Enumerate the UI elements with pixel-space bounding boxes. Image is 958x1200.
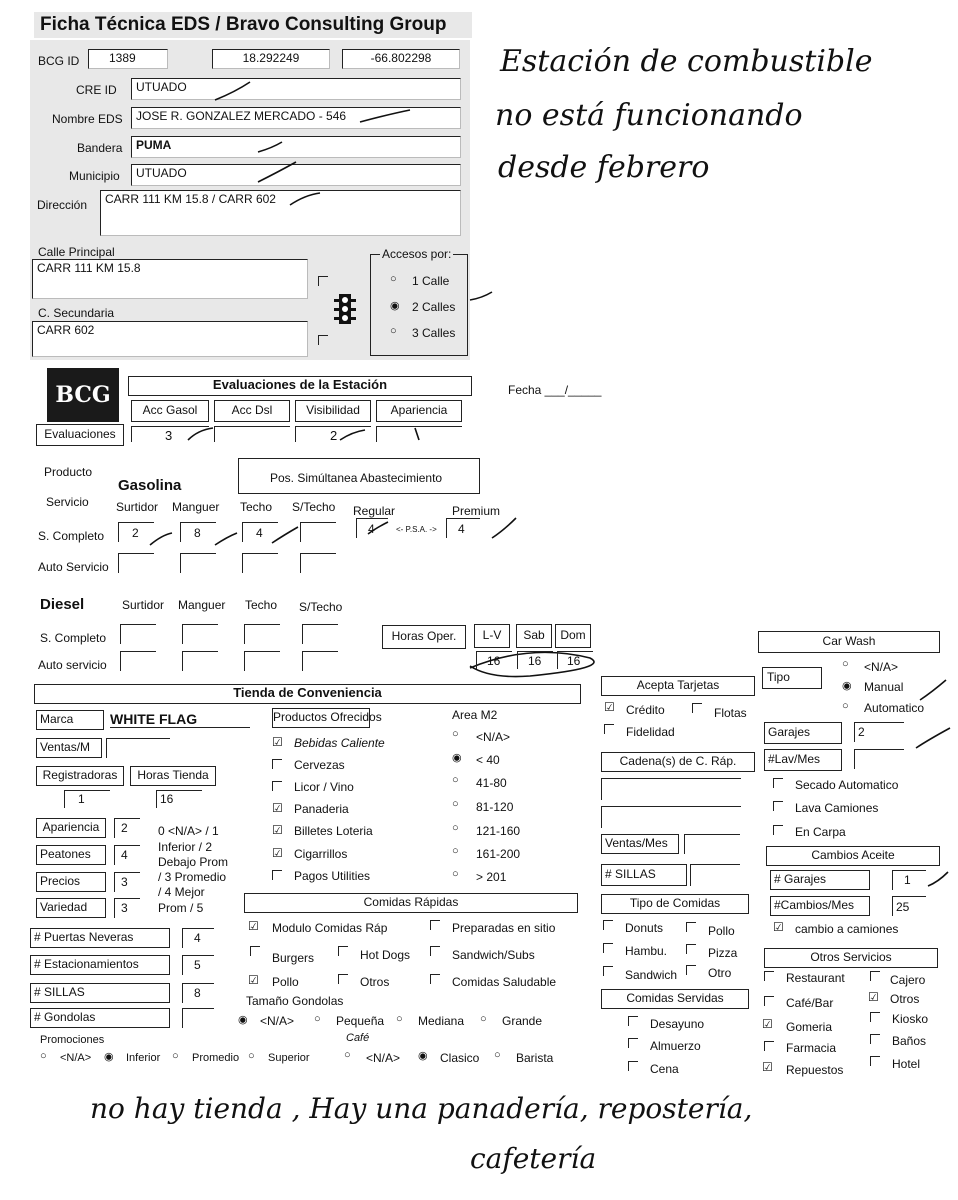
scale-line6: Prom / 5	[158, 901, 204, 915]
apariencia-score-value: 2	[121, 821, 128, 835]
acc-dsl-field[interactable]	[214, 426, 290, 442]
sandwich-label: Sandwich	[625, 968, 678, 982]
aceite-cambios-label: #Cambios/Mes	[770, 896, 870, 916]
en-carpa-label: En Carpa	[795, 825, 846, 839]
area-201-label: > 201	[476, 870, 507, 884]
tc-pollo-checkbox[interactable]	[686, 922, 696, 932]
secado-label: Secado Automatico	[795, 778, 899, 792]
acepta-tarjetas-title: Acepta Tarjetas	[601, 676, 755, 696]
horas-sab-value: 16	[528, 654, 542, 668]
farmacia-label: Farmacia	[786, 1041, 837, 1055]
cafe-barista-radio[interactable]: ○	[494, 1049, 501, 1061]
lava-camiones-checkbox[interactable]	[773, 801, 783, 811]
acc-gasol-header: Acc Gasol	[131, 400, 209, 422]
acceso-3-label: 3 Calles	[412, 326, 456, 340]
credito-label: Crédito	[626, 703, 665, 717]
aceite-garajes-value: 1	[904, 873, 911, 887]
hotel-checkbox[interactable]	[870, 1056, 880, 1066]
marca-value[interactable]: WHITE FLAG	[110, 711, 250, 728]
carwash-lavmes-label: #Lav/Mes	[764, 749, 842, 771]
carwash-garajes-value: 2	[858, 725, 865, 739]
direccion-field[interactable]: CARR 111 KM 15.8 / CARR 602	[100, 190, 461, 236]
cigarrillos-label: Cigarrillos	[294, 847, 348, 861]
panaderia-checkbox[interactable]: ☑	[272, 801, 283, 815]
en-carpa-checkbox[interactable]	[773, 825, 783, 835]
handwritten-bottom-line1: no hay tienda , Hay una panadería, repostería,	[90, 1092, 753, 1125]
nombre-label: Nombre EDS	[52, 112, 123, 126]
preparadas-label: Preparadas en sitio	[452, 921, 556, 935]
camiones-checkbox[interactable]: ☑	[773, 920, 784, 934]
promo-promedio-label: Promedio	[192, 1052, 240, 1064]
accesos-label: Accesos por:	[382, 247, 452, 261]
promo-superior-label: Superior	[268, 1052, 310, 1064]
producto-label: Producto	[44, 465, 93, 479]
promo-inferior-label: Inferior	[126, 1052, 161, 1064]
apariencia-label: Apariencia	[36, 818, 106, 838]
gas-regular-value: 4	[368, 522, 375, 536]
scale-line1: 0 <N/A> / 1	[158, 824, 219, 838]
tc-otro-label: Otro	[708, 966, 732, 980]
promo-promedio-radio[interactable]: ○	[172, 1050, 179, 1062]
visibilidad-header: Visibilidad	[295, 400, 371, 422]
horas-lv-header: L-V	[474, 624, 510, 648]
carwash-na-label: <N/A>	[864, 660, 899, 674]
sandwich-subs-checkbox[interactable]	[430, 946, 440, 956]
gondola-mediana-radio[interactable]: ○	[396, 1013, 403, 1025]
auto-servicio-label: Auto Servicio	[38, 560, 109, 574]
tipo-comidas-title: Tipo de Comidas	[601, 894, 749, 914]
acceso-1-label: 1 Calle	[412, 274, 450, 288]
latitude-field[interactable]: 18.292249	[212, 49, 330, 69]
nombre-field[interactable]: JOSE R. GONZALEZ MERCADO - 546	[131, 107, 461, 129]
pizza-label: Pizza	[708, 946, 738, 960]
kiosko-checkbox[interactable]	[870, 1012, 880, 1022]
saludable-label: Comidas Saludable	[452, 975, 557, 989]
banos-checkbox[interactable]	[870, 1034, 880, 1044]
precios-score-value: 3	[121, 875, 128, 889]
repuestos-checkbox[interactable]: ☑	[762, 1060, 773, 1074]
scale-line4: / 3 Promedio	[158, 870, 227, 884]
horas-tienda-label: Horas Tienda	[130, 766, 216, 786]
banos-label: Baños	[892, 1034, 927, 1048]
marca-label: Marca	[36, 710, 104, 730]
sandwich-checkbox[interactable]	[603, 966, 613, 976]
calle-principal-label: Calle Principal	[38, 245, 115, 259]
cena-checkbox[interactable]	[628, 1061, 638, 1071]
kiosko-label: Kiosko	[892, 1012, 929, 1026]
calle-principal-field[interactable]: CARR 111 KM 15.8	[32, 259, 308, 299]
cambios-aceite-title: Cambios Aceite	[766, 846, 940, 866]
carwash-auto-label: Automatico	[864, 701, 925, 715]
bcg-id-label: BCG ID	[38, 54, 80, 68]
municipio-field[interactable]: UTUADO	[131, 164, 461, 186]
regular-header: Regular	[353, 504, 396, 518]
carwash-lavmes-field[interactable]	[854, 749, 904, 769]
tc-otro-checkbox[interactable]	[686, 965, 696, 975]
tienda-sillas-label: # SILLAS	[30, 983, 170, 1003]
area-160-radio[interactable]: ○	[452, 822, 459, 834]
handwritten-note-line3: desde febrero	[498, 150, 710, 185]
donuts-label: Donuts	[625, 921, 664, 935]
cajero-label: Cajero	[890, 973, 926, 987]
ventas-label: Ventas/M	[36, 738, 102, 758]
cadena-title: Cadena(s) de C. Ráp.	[601, 752, 755, 772]
lava-camiones-label: Lava Camiones	[795, 801, 879, 815]
loteria-checkbox[interactable]: ☑	[272, 823, 283, 837]
restaurant-checkbox[interactable]	[764, 971, 774, 981]
gondolas-field[interactable]	[182, 1008, 214, 1028]
registradoras-value: 1	[78, 792, 85, 806]
area-80-radio[interactable]: ○	[452, 774, 459, 786]
modulo-checkbox[interactable]: ☑	[248, 919, 259, 933]
peatones-score-value: 4	[121, 848, 128, 862]
promociones-label: Promociones	[40, 1034, 105, 1046]
donuts-checkbox[interactable]	[603, 920, 613, 930]
bcg-logo: BCG	[47, 368, 119, 422]
gondola-grande-radio[interactable]: ○	[480, 1013, 487, 1025]
hambu-checkbox[interactable]	[603, 943, 613, 953]
scale-line3: Debajo Prom	[158, 855, 229, 869]
carwash-auto-radio[interactable]: ○	[842, 700, 849, 712]
restaurant-label: Restaurant	[786, 971, 845, 985]
hotdogs-checkbox[interactable]	[338, 946, 348, 956]
diesel-manguer-header: Manguer	[178, 598, 226, 612]
horas-lv-value: 16	[487, 654, 501, 668]
loteria-label: Billetes Loteria	[294, 824, 373, 838]
area-120-radio[interactable]: ○	[452, 798, 459, 810]
calle-secundaria-field[interactable]: CARR 602	[32, 321, 308, 357]
camiones-label: cambio a camiones	[795, 922, 899, 936]
horas-tienda-value: 16	[160, 792, 174, 806]
otros-checkbox[interactable]	[338, 974, 348, 984]
gondolas-label: # Gondolas	[30, 1008, 170, 1028]
diesel-techo-auto[interactable]	[244, 651, 280, 671]
gondola-na-label: <N/A>	[260, 1014, 295, 1028]
repuestos-label: Repuestos	[786, 1063, 844, 1077]
burgers-checkbox[interactable]	[250, 946, 260, 956]
tc-pollo-label: Pollo	[708, 924, 735, 938]
almuerzo-checkbox[interactable]	[628, 1038, 638, 1048]
ventas-field[interactable]	[106, 738, 170, 758]
hambu-label: Hambu.	[625, 944, 668, 958]
utilities-checkbox[interactable]	[272, 870, 282, 880]
acceso-1-radio[interactable]: ○	[390, 273, 397, 285]
cafe-na-radio[interactable]: ○	[344, 1049, 351, 1061]
acceso-3-radio[interactable]: ○	[390, 325, 397, 337]
scale-line5: / 4 Mejor	[158, 885, 205, 899]
gomeria-checkbox[interactable]: ☑	[762, 1017, 773, 1031]
preparadas-checkbox[interactable]	[430, 920, 440, 930]
area-80-label: 41-80	[476, 776, 507, 790]
gas-premium-value: 4	[458, 522, 465, 536]
cr-sillas-field[interactable]	[690, 864, 740, 886]
peatones-label: Peatones	[36, 845, 106, 865]
bebidas-checkbox[interactable]: ☑	[272, 735, 283, 749]
gas-surtidor-auto[interactable]	[118, 553, 154, 573]
ventas-mes-field[interactable]	[684, 834, 740, 854]
desayuno-label: Desayuno	[650, 1017, 705, 1031]
pos-simultanea-label: Pos. Simúltanea Abastecimiento	[270, 471, 443, 485]
visibilidad-value: 2	[330, 428, 338, 443]
farmacia-checkbox[interactable]	[764, 1041, 774, 1051]
otros-servicios-label: Otros	[890, 992, 920, 1006]
diesel-manguer-auto[interactable]	[182, 651, 218, 671]
otros-servicios-title: Otros Servicios	[764, 948, 938, 968]
gondola-pequena-label: Pequeña	[336, 1014, 385, 1028]
bandera-label: Bandera	[77, 141, 123, 155]
cervezas-checkbox[interactable]	[272, 759, 282, 769]
acc-gasol-value: 3	[165, 428, 173, 443]
area-200-label: 161-200	[476, 847, 521, 861]
gas-techo-value: 4	[256, 526, 263, 540]
cena-label: Cena	[650, 1062, 679, 1076]
area-160-label: 121-160	[476, 824, 521, 838]
handwritten-note-line1: Estación de combustible	[500, 44, 873, 79]
evaluaciones-title: Evaluaciones de la Estación	[128, 376, 472, 396]
comidas-servidas-title: Comidas Servidas	[601, 989, 749, 1009]
cre-id-field[interactable]: UTUADO	[131, 78, 461, 100]
variedad-label: Variedad	[36, 898, 106, 918]
diesel-s-completo-label: S. Completo	[40, 631, 107, 645]
cr-sillas-label: # SILLAS	[601, 864, 687, 886]
acceso-2-radio[interactable]: ◉	[390, 300, 400, 312]
area-na-label: <N/A>	[476, 730, 511, 744]
cervezas-label: Cervezas	[294, 758, 345, 772]
surtidor-header: Surtidor	[116, 500, 159, 514]
cigarrillos-checkbox[interactable]: ☑	[272, 846, 283, 860]
area-na-radio[interactable]: ○	[452, 728, 459, 740]
tamano-gondolas-label: Tamaño Gondolas	[246, 994, 344, 1008]
cafe-bar-label: Café/Bar	[786, 996, 834, 1010]
modulo-label: Modulo Comidas Ráp	[272, 921, 388, 935]
puertas-neveras-value: 4	[194, 931, 201, 945]
fidelidad-label: Fidelidad	[626, 725, 675, 739]
credito-checkbox[interactable]: ☑	[604, 700, 615, 714]
otros-servicios-checkbox[interactable]: ☑	[868, 990, 879, 1004]
handwritten-bottom-line2: cafetería	[470, 1142, 597, 1175]
gomeria-label: Gomeria	[786, 1020, 833, 1034]
hotel-label: Hotel	[892, 1057, 921, 1071]
handwritten-note-line2: no está funcionando	[495, 98, 803, 133]
gas-surtidor-value: 2	[132, 526, 139, 540]
licor-checkbox[interactable]	[272, 781, 282, 791]
diesel-surtidor-completo[interactable]	[120, 624, 156, 644]
municipio-label: Municipio	[69, 169, 120, 183]
otros-label: Otros	[360, 975, 390, 989]
bcg-id-field[interactable]: 1389	[88, 49, 168, 69]
sandwich-subs-label: Sandwich/Subs	[452, 948, 535, 962]
gas-manguer-auto[interactable]	[180, 553, 216, 573]
cafe-clasico-label: Clasico	[440, 1051, 480, 1065]
flotas-checkbox[interactable]	[692, 703, 702, 713]
gondola-mediana-label: Mediana	[418, 1014, 465, 1028]
cajero-checkbox[interactable]	[870, 971, 880, 981]
horas-oper-button[interactable]: Horas Oper.	[382, 625, 466, 649]
form-title: Ficha Técnica EDS / Bravo Consulting Group	[40, 14, 447, 35]
premium-header: Premium	[452, 504, 501, 518]
carwash-garajes-label: Garajes	[764, 722, 842, 744]
puertas-neveras-label: # Puertas Neveras	[30, 928, 170, 948]
direccion-label: Dirección	[37, 198, 88, 212]
cadena-field-2[interactable]	[601, 806, 741, 828]
area-label: Area M2	[452, 708, 498, 722]
s-techo-header: S/Techo	[292, 500, 336, 514]
productos-ofrecidos-title: Productos Ofrecidos	[272, 708, 370, 728]
gondola-pequena-radio[interactable]: ○	[314, 1013, 321, 1025]
gas-techo-auto[interactable]	[242, 553, 278, 573]
car-wash-tipo: Tipo	[762, 667, 822, 689]
diesel-stecho-auto[interactable]	[302, 651, 338, 671]
horas-dom-header: Dom	[555, 624, 591, 648]
area-201-radio[interactable]: ○	[452, 868, 459, 880]
gondola-na-radio[interactable]: ◉	[238, 1014, 248, 1026]
desayuno-checkbox[interactable]	[628, 1016, 638, 1026]
bandera-field[interactable]: PUMA	[131, 136, 461, 158]
promo-na-label: <N/A>	[60, 1052, 92, 1064]
tienda-sillas-value: 8	[194, 986, 201, 1000]
pollo-checkbox[interactable]: ☑	[248, 973, 259, 987]
secado-checkbox[interactable]	[773, 778, 783, 788]
psa-label: <- P.S.A. ->	[396, 525, 437, 534]
burgers-label: Burgers	[272, 951, 315, 965]
gas-stecho-completo[interactable]	[300, 522, 336, 542]
cafe-label: Café	[346, 1032, 370, 1044]
saludable-checkbox[interactable]	[430, 974, 440, 984]
pizza-checkbox[interactable]	[686, 944, 696, 954]
variedad-score-value: 3	[121, 901, 128, 915]
aceite-cambios-value: 25	[896, 900, 910, 914]
carwash-manual-radio[interactable]: ◉	[842, 680, 852, 692]
panaderia-label: Panaderia	[294, 802, 349, 816]
diesel-stecho-completo[interactable]	[302, 624, 338, 644]
car-wash-title: Car Wash	[758, 631, 940, 653]
acceso-2-label: 2 Calles	[412, 300, 456, 314]
diesel-surtidor-auto[interactable]	[120, 651, 156, 671]
cafe-barista-label: Barista	[516, 1051, 554, 1065]
flotas-label: Flotas	[714, 706, 747, 720]
carwash-manual-label: Manual	[864, 680, 904, 694]
cre-id-label: CRE ID	[76, 83, 117, 97]
area-200-radio[interactable]: ○	[452, 845, 459, 857]
promo-na-radio[interactable]: ○	[40, 1050, 47, 1062]
diesel-techo-header: Techo	[245, 598, 278, 612]
area-40-radio[interactable]: ◉	[452, 752, 462, 764]
hotdogs-label: Hot Dogs	[360, 948, 411, 962]
aceite-garajes-label: # Garajes	[770, 870, 870, 890]
precios-label: Precios	[36, 872, 106, 892]
comidas-rapidas-title: Comidas Rápidas	[244, 893, 578, 913]
cafe-clasico-radio[interactable]: ◉	[418, 1050, 428, 1062]
horas-dom-value: 16	[567, 654, 581, 668]
diesel-stecho-header: S/Techo	[299, 600, 343, 614]
apariencia-field[interactable]	[376, 426, 462, 442]
calle-secundaria-label: C. Secundaria	[38, 306, 115, 320]
fidelidad-checkbox[interactable]	[604, 724, 614, 734]
area-120-label: 81-120	[476, 800, 514, 814]
s-completo-label: S. Completo	[38, 529, 105, 543]
cafe-bar-checkbox[interactable]	[764, 996, 774, 1006]
longitude-field[interactable]: -66.802298	[342, 49, 460, 69]
acc-dsl-header: Acc Dsl	[214, 400, 290, 422]
diesel-techo-completo[interactable]	[244, 624, 280, 644]
diesel-label: Diesel	[40, 596, 85, 613]
registradoras-field[interactable]	[64, 790, 110, 808]
horas-sab-header: Sab	[516, 624, 552, 648]
scale-line2: Inferior / 2	[158, 840, 213, 854]
diesel-surtidor-header: Surtidor	[122, 598, 165, 612]
servicio-label: Servicio	[46, 495, 89, 509]
diesel-manguer-completo[interactable]	[182, 624, 218, 644]
licor-label: Licor / Vino	[294, 780, 354, 794]
fecha-label: Fecha ___/_____	[508, 383, 602, 397]
area-40-label: < 40	[476, 753, 500, 767]
promo-superior-radio[interactable]: ○	[248, 1050, 255, 1062]
apariencia-header: Apariencia	[376, 400, 462, 422]
pollo-label: Pollo	[272, 975, 299, 989]
cadena-field-1[interactable]	[601, 778, 741, 800]
almuerzo-label: Almuerzo	[650, 1039, 701, 1053]
techo-header: Techo	[240, 500, 273, 514]
gas-stecho-auto[interactable]	[300, 553, 336, 573]
gas-manguer-value: 8	[194, 526, 201, 540]
manguer-header: Manguer	[172, 500, 220, 514]
diesel-auto-label: Auto servicio	[38, 658, 107, 672]
estacionamientos-label: # Estacionamientos	[30, 955, 170, 975]
bebidas-label: Bebidas Caliente	[294, 736, 385, 750]
cafe-na-label: <N/A>	[366, 1051, 401, 1065]
evaluaciones-button[interactable]: Evaluaciones	[36, 424, 124, 446]
estacionamientos-value: 5	[194, 958, 201, 972]
utilities-label: Pagos Utilities	[294, 869, 371, 883]
ventas-mes-label: Ventas/Mes	[601, 834, 679, 854]
carwash-na-radio[interactable]: ○	[842, 658, 849, 670]
promo-inferior-radio[interactable]: ◉	[104, 1051, 114, 1063]
gasolina-label: Gasolina	[118, 477, 182, 494]
registradoras-label: Registradoras	[36, 766, 124, 786]
gondola-grande-label: Grande	[502, 1014, 543, 1028]
tienda-title: Tienda de Conveniencia	[34, 684, 581, 704]
